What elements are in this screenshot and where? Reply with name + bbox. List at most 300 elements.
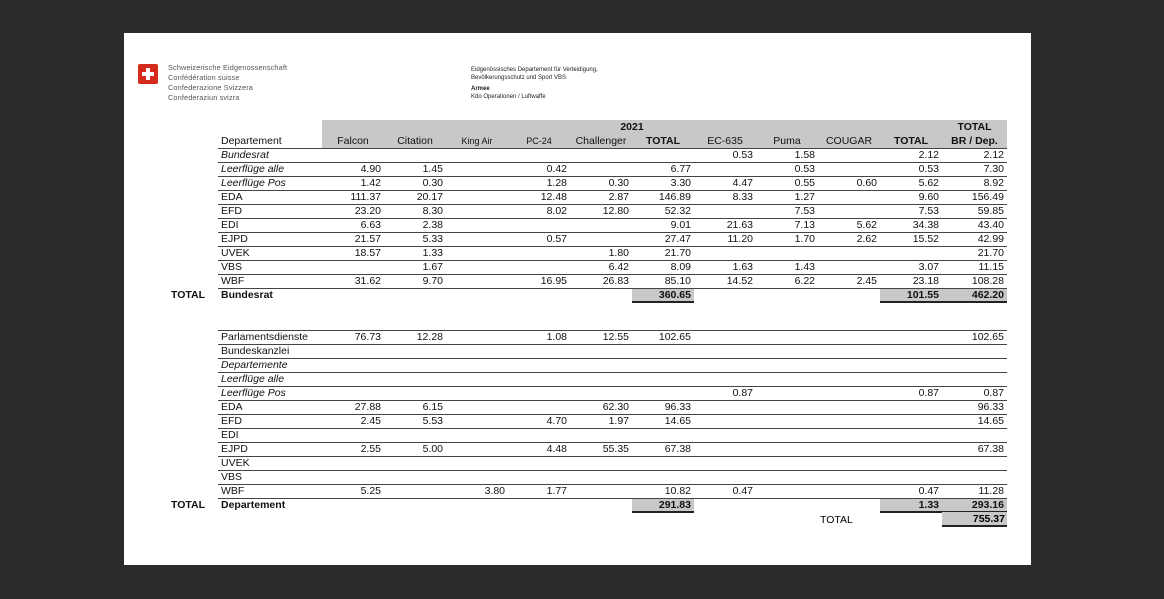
value-cell — [694, 372, 756, 386]
value-cell: 102.65 — [632, 330, 694, 344]
row-label: EJPD — [218, 442, 322, 456]
spacer — [168, 456, 218, 470]
row-label: Leerflüge alle — [218, 162, 322, 176]
value-cell: 12.48 — [508, 190, 570, 204]
value-cell — [942, 372, 1007, 386]
value-cell: 8.02 — [508, 204, 570, 218]
spacer — [168, 134, 218, 148]
value-cell — [446, 470, 508, 484]
value-cell — [818, 386, 880, 400]
value-cell — [384, 484, 446, 498]
value-cell: 2.12 — [942, 148, 1007, 162]
value-cell — [446, 400, 508, 414]
confederation-de: Schweizerische Eidgenossenschaft — [168, 63, 288, 72]
value-cell: 2.45 — [818, 274, 880, 288]
value-cell: 4.48 — [508, 442, 570, 456]
grand-total-label: TOTAL — [820, 514, 853, 526]
value-cell — [384, 344, 446, 358]
value-cell — [446, 162, 508, 176]
spacer — [168, 218, 218, 232]
value-cell — [446, 148, 508, 162]
value-cell: 11.20 — [694, 232, 756, 246]
spacer — [322, 288, 384, 302]
spacer — [168, 428, 218, 442]
value-cell — [942, 470, 1007, 484]
value-cell — [508, 218, 570, 232]
value-cell: 11.28 — [942, 484, 1007, 498]
value-cell — [570, 470, 632, 484]
value-cell — [694, 456, 756, 470]
value-cell — [880, 470, 942, 484]
row-label: EFD — [218, 204, 322, 218]
value-cell — [508, 456, 570, 470]
value-cell — [756, 428, 818, 442]
column-header: Citation — [384, 134, 446, 148]
value-cell — [818, 442, 880, 456]
value-cell: 2.12 — [880, 148, 942, 162]
spacer — [446, 288, 508, 302]
value-cell: 5.00 — [384, 442, 446, 456]
value-cell — [756, 456, 818, 470]
value-cell — [384, 386, 446, 400]
spacer — [168, 386, 218, 400]
value-cell — [880, 414, 942, 428]
value-cell — [818, 162, 880, 176]
value-cell: 3.07 — [880, 260, 942, 274]
table-row — [168, 274, 1007, 288]
table-row — [168, 344, 1007, 358]
spacer — [218, 120, 322, 134]
value-cell — [756, 400, 818, 414]
value-cell: 0.87 — [694, 386, 756, 400]
value-cell — [880, 428, 942, 442]
spacer — [168, 120, 218, 134]
value-cell: 7.53 — [756, 204, 818, 218]
value-cell — [818, 414, 880, 428]
spacer — [756, 288, 818, 302]
value-cell — [632, 358, 694, 372]
row-label: WBF — [218, 484, 322, 498]
row-label: VBS — [218, 470, 322, 484]
value-cell: 6.22 — [756, 274, 818, 288]
value-cell: 4.70 — [508, 414, 570, 428]
value-cell — [384, 428, 446, 442]
value-cell: 5.62 — [818, 218, 880, 232]
value-cell — [942, 456, 1007, 470]
helicopter-total: 101.55 — [880, 288, 942, 302]
value-cell: 3.80 — [446, 484, 508, 498]
value-cell — [322, 386, 384, 400]
value-cell: 1.42 — [322, 176, 384, 190]
value-cell — [942, 358, 1007, 372]
value-cell — [384, 148, 446, 162]
value-cell — [632, 386, 694, 400]
spacer — [756, 498, 818, 512]
column-header: Puma — [756, 134, 818, 148]
value-cell: 1.97 — [570, 414, 632, 428]
value-cell — [756, 484, 818, 498]
value-cell — [880, 442, 942, 456]
row-label: UVEK — [218, 246, 322, 260]
spacer — [570, 498, 632, 512]
value-cell: 52.32 — [632, 204, 694, 218]
value-cell — [322, 260, 384, 274]
value-cell — [756, 246, 818, 260]
value-cell — [570, 232, 632, 246]
value-cell: 2.38 — [384, 218, 446, 232]
value-cell: 0.53 — [756, 162, 818, 176]
value-cell — [508, 400, 570, 414]
value-cell: 21.70 — [942, 246, 1007, 260]
row-label: EDI — [218, 428, 322, 442]
value-cell: 14.65 — [942, 414, 1007, 428]
spacer — [168, 372, 218, 386]
spacer — [168, 316, 218, 330]
value-cell: 15.52 — [880, 232, 942, 246]
value-cell: 31.62 — [322, 274, 384, 288]
value-cell: 62.30 — [570, 400, 632, 414]
spacer — [570, 288, 632, 302]
spacer — [508, 498, 570, 512]
table-row — [168, 330, 1007, 344]
row-label: VBS — [218, 260, 322, 274]
value-cell — [694, 162, 756, 176]
value-cell: 27.47 — [632, 232, 694, 246]
value-cell — [818, 344, 880, 358]
spacer — [168, 442, 218, 456]
grand-total-value: 755.37 — [942, 512, 1007, 527]
value-cell: 5.25 — [322, 484, 384, 498]
table-row — [168, 414, 1007, 428]
value-cell — [446, 442, 508, 456]
value-cell — [508, 372, 570, 386]
value-cell: 9.70 — [384, 274, 446, 288]
value-cell: 1.08 — [508, 330, 570, 344]
value-cell — [384, 372, 446, 386]
value-cell: 23.18 — [880, 274, 942, 288]
value-cell — [632, 428, 694, 442]
document-page — [124, 33, 1031, 565]
value-cell: 2.45 — [322, 414, 384, 428]
value-cell: 21.57 — [322, 232, 384, 246]
value-cell: 4.47 — [694, 176, 756, 190]
value-cell: 5.33 — [384, 232, 446, 246]
spacer — [168, 190, 218, 204]
value-cell: 108.28 — [942, 274, 1007, 288]
value-cell — [818, 470, 880, 484]
value-cell — [756, 470, 818, 484]
value-cell — [322, 456, 384, 470]
value-cell: 8.30 — [384, 204, 446, 218]
spacer — [818, 498, 880, 512]
value-cell: 12.28 — [384, 330, 446, 344]
value-cell: 1.27 — [756, 190, 818, 204]
value-cell: 2.87 — [570, 190, 632, 204]
spacer — [168, 414, 218, 428]
value-cell — [694, 204, 756, 218]
total-label: Departement — [221, 499, 286, 512]
departement-header: Departement — [218, 134, 322, 148]
value-cell: 42.99 — [942, 232, 1007, 246]
value-cell — [508, 358, 570, 372]
table-row — [168, 176, 1007, 190]
value-cell: 156.49 — [942, 190, 1007, 204]
value-cell — [446, 330, 508, 344]
value-cell: 1.45 — [384, 162, 446, 176]
value-cell — [818, 456, 880, 470]
value-cell — [756, 386, 818, 400]
value-cell — [818, 358, 880, 372]
column-header: TOTAL — [880, 134, 942, 148]
spacer — [384, 498, 446, 512]
value-cell — [446, 218, 508, 232]
value-cell — [570, 218, 632, 232]
value-cell: 1.67 — [384, 260, 446, 274]
spacer — [168, 484, 218, 498]
column-header: BR / Dep. — [942, 134, 1007, 148]
value-cell: 96.33 — [942, 400, 1007, 414]
value-cell: 8.92 — [942, 176, 1007, 190]
value-cell — [880, 330, 942, 344]
value-cell — [446, 190, 508, 204]
value-cell — [756, 330, 818, 344]
value-cell — [694, 414, 756, 428]
value-cell — [570, 162, 632, 176]
value-cell: 9.01 — [632, 218, 694, 232]
value-cell — [880, 246, 942, 260]
spacer — [168, 260, 218, 274]
value-cell: 9.60 — [880, 190, 942, 204]
value-cell — [818, 246, 880, 260]
value-cell — [818, 428, 880, 442]
value-cell: 14.52 — [694, 274, 756, 288]
value-cell: 5.62 — [880, 176, 942, 190]
value-cell — [446, 274, 508, 288]
value-cell — [384, 470, 446, 484]
confederation-fr: Confédération suisse — [168, 73, 240, 82]
value-cell — [880, 358, 942, 372]
spacer — [168, 330, 218, 344]
value-cell: 1.58 — [756, 148, 818, 162]
value-cell: 1.80 — [570, 246, 632, 260]
value-cell: 55.35 — [570, 442, 632, 456]
helicopter-total: 1.33 — [880, 498, 942, 512]
value-cell — [818, 400, 880, 414]
value-cell — [446, 386, 508, 400]
value-cell — [818, 190, 880, 204]
table-row — [168, 442, 1007, 456]
confederation-rm: Confederaziun svizra — [168, 93, 240, 102]
value-cell — [322, 470, 384, 484]
spacer — [168, 470, 218, 484]
value-cell: 1.33 — [384, 246, 446, 260]
subunit: Kdo Operationen / Luftwaffe — [471, 94, 546, 100]
value-cell — [694, 470, 756, 484]
value-cell — [632, 470, 694, 484]
value-cell — [818, 148, 880, 162]
value-cell — [694, 344, 756, 358]
value-cell: 23.20 — [322, 204, 384, 218]
spacer — [384, 288, 446, 302]
value-cell — [508, 344, 570, 358]
value-cell — [942, 428, 1007, 442]
value-cell — [694, 246, 756, 260]
value-cell: 0.87 — [942, 386, 1007, 400]
column-header: Challenger — [570, 134, 632, 148]
value-cell — [694, 330, 756, 344]
value-cell: 0.30 — [384, 176, 446, 190]
value-cell — [446, 372, 508, 386]
value-cell: 2.55 — [322, 442, 384, 456]
spacer — [168, 274, 218, 288]
value-cell: 10.82 — [632, 484, 694, 498]
value-cell — [446, 204, 508, 218]
value-cell — [880, 372, 942, 386]
value-cell: 0.87 — [880, 386, 942, 400]
table-row — [168, 204, 1007, 218]
value-cell — [880, 456, 942, 470]
value-cell: 21.70 — [632, 246, 694, 260]
table-row — [168, 260, 1007, 274]
value-cell: 5.53 — [384, 414, 446, 428]
value-cell — [694, 358, 756, 372]
blank-row — [168, 302, 1007, 316]
value-cell: 102.65 — [942, 330, 1007, 344]
section-grand-total: 293.16 — [942, 498, 1007, 512]
value-cell: 0.53 — [880, 162, 942, 176]
row-label: Departemente — [218, 358, 322, 372]
table-row — [168, 372, 1007, 386]
value-cell — [446, 176, 508, 190]
spacer — [168, 162, 218, 176]
column-header: King Air — [446, 134, 508, 148]
row-label: EJPD — [218, 232, 322, 246]
value-cell — [756, 344, 818, 358]
value-cell: 111.37 — [322, 190, 384, 204]
value-cell — [818, 484, 880, 498]
value-cell: 43.40 — [942, 218, 1007, 232]
spacer — [168, 176, 218, 190]
value-cell — [322, 148, 384, 162]
value-cell: 0.53 — [694, 148, 756, 162]
value-cell — [694, 400, 756, 414]
value-cell: 1.63 — [694, 260, 756, 274]
value-cell — [570, 428, 632, 442]
value-cell: 26.83 — [570, 274, 632, 288]
swiss-flag-icon — [138, 64, 158, 84]
value-cell: 4.90 — [322, 162, 384, 176]
value-cell — [446, 358, 508, 372]
year-header: 2021 — [322, 120, 942, 134]
row-label: Bundesrat — [218, 148, 322, 162]
value-cell: 8.09 — [632, 260, 694, 274]
total-row — [168, 498, 1007, 512]
table-row — [168, 358, 1007, 372]
row-label: Parlamentsdienste — [218, 330, 322, 344]
value-cell — [694, 442, 756, 456]
value-cell — [756, 414, 818, 428]
value-cell — [508, 246, 570, 260]
row-label: UVEK — [218, 456, 322, 470]
table-row — [168, 386, 1007, 400]
value-cell: 1.77 — [508, 484, 570, 498]
section-divider — [168, 316, 1007, 330]
value-cell — [446, 428, 508, 442]
value-cell: 0.55 — [756, 176, 818, 190]
value-cell: 0.30 — [570, 176, 632, 190]
department-line2: Bevölkerungsschutz und Sport VBS — [471, 75, 567, 81]
divider-line — [218, 316, 1007, 330]
value-cell — [694, 428, 756, 442]
value-cell: 0.42 — [508, 162, 570, 176]
spacer — [168, 344, 218, 358]
value-cell — [632, 456, 694, 470]
section-grand-total: 462.20 — [942, 288, 1007, 302]
value-cell: 6.77 — [632, 162, 694, 176]
value-cell — [322, 344, 384, 358]
department-header — [471, 66, 598, 101]
fixed-wing-total: 291.83 — [632, 498, 694, 512]
value-cell: 21.63 — [694, 218, 756, 232]
spacer — [168, 302, 1007, 316]
column-header: TOTAL — [632, 134, 694, 148]
spacer — [168, 232, 218, 246]
value-cell — [570, 386, 632, 400]
value-cell: 7.30 — [942, 162, 1007, 176]
value-cell: 3.30 — [632, 176, 694, 190]
row-label: EDI — [218, 218, 322, 232]
total-row — [168, 288, 1007, 302]
row-label: Leerflüge Pos — [218, 176, 322, 190]
spacer — [168, 358, 218, 372]
value-cell: 1.70 — [756, 232, 818, 246]
column-header: EC-635 — [694, 134, 756, 148]
value-cell — [446, 232, 508, 246]
header-row-year — [168, 120, 1007, 134]
column-header: Falcon — [322, 134, 384, 148]
value-cell: 11.15 — [942, 260, 1007, 274]
total-label: Bundesrat — [221, 289, 273, 302]
value-cell — [756, 358, 818, 372]
value-cell: 0.47 — [880, 484, 942, 498]
value-cell — [570, 484, 632, 498]
value-cell — [818, 260, 880, 274]
table-row — [168, 162, 1007, 176]
value-cell — [570, 456, 632, 470]
value-cell — [818, 204, 880, 218]
value-cell: 1.43 — [756, 260, 818, 274]
value-cell — [446, 456, 508, 470]
value-cell — [756, 372, 818, 386]
column-header: COUGAR — [818, 134, 880, 148]
value-cell — [880, 344, 942, 358]
value-cell — [942, 344, 1007, 358]
row-label: Leerflüge alle — [218, 372, 322, 386]
value-cell: 8.33 — [694, 190, 756, 204]
row-label: WBF — [218, 274, 322, 288]
value-cell — [756, 442, 818, 456]
header-row-columns — [168, 134, 1007, 148]
value-cell: 6.63 — [322, 218, 384, 232]
value-cell: 12.80 — [570, 204, 632, 218]
value-cell: 85.10 — [632, 274, 694, 288]
value-cell: 2.62 — [818, 232, 880, 246]
table-row — [168, 232, 1007, 246]
spacer — [694, 288, 756, 302]
table-row — [168, 456, 1007, 470]
value-cell — [446, 246, 508, 260]
value-cell: 1.28 — [508, 176, 570, 190]
